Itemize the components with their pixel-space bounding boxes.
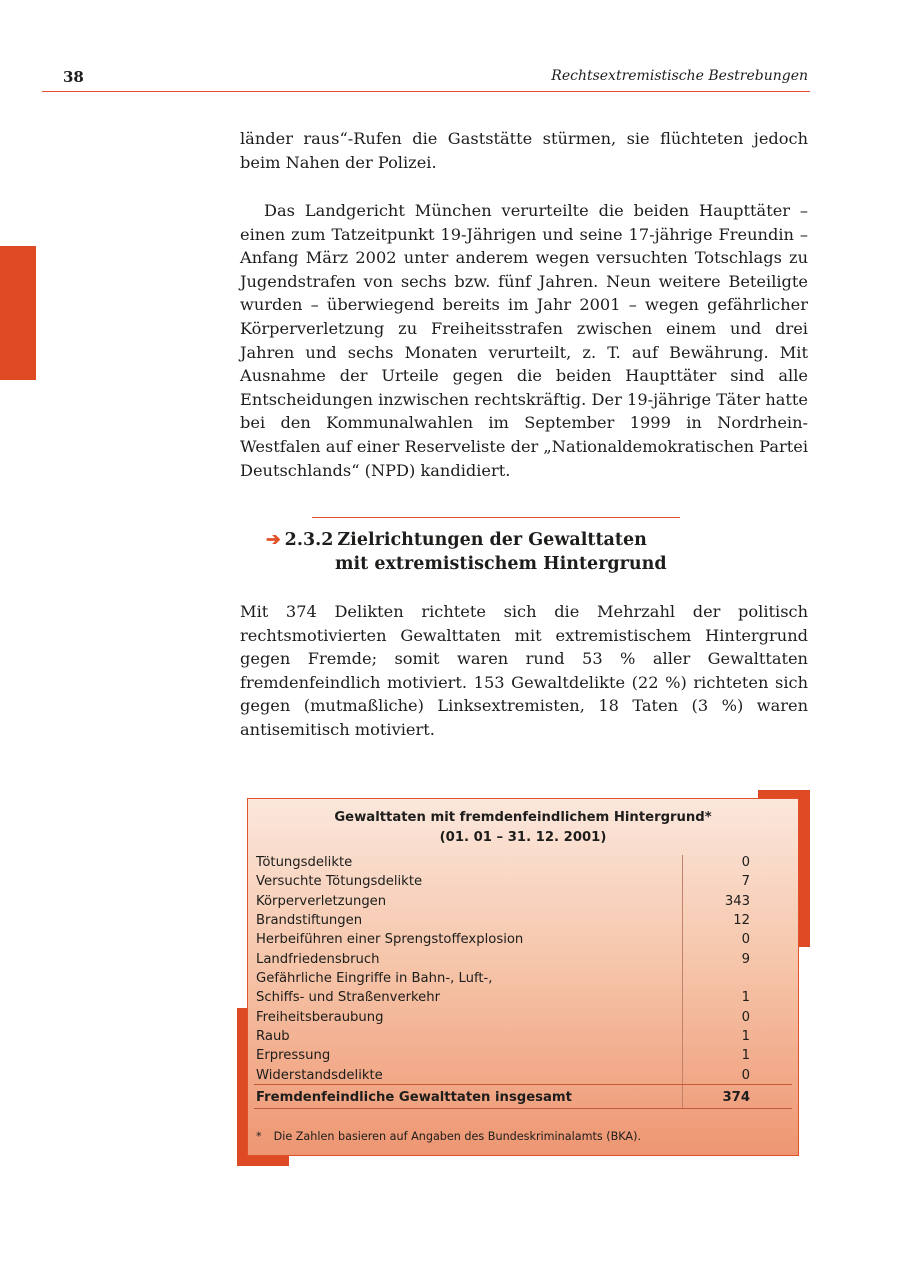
table-footnote [256,1129,641,1145]
row-value: 0 [741,1067,750,1083]
total-value: 374 [722,1090,750,1105]
row-label: Widerstandsdelikte [256,1067,383,1083]
body-paragraph-2: Das Landgericht München verurteilte die beiden Haupttäter – einen zum Tatzeitpunkt 19-Jährigen und seine 17-jährige Freundin – Anfang März 2002 unter anderem wegen versuchten Totschlags zu Jugendstrafen von sechs bzw. fünf Jahren. Neun weitere Beteiligte wurden – überwiegend bereits im Jahr 2001 – wegen gefährlicher Körperverletzung zu Freiheitsstrafen zwischen einem und drei Jahren und sechs Monaten verurteilt, z. T. auf Bewährung. Mit Ausnahme der Urteile gegen die beiden Haupttäter sind alle Entscheidungen inzwischen rechtskräftig. Der 19-jährige Täter hatte bei den Kommunalwahlen im September 1999 in Nordrhein-Westfalen auf einer Reserveliste der „Nationaldemokratischen Partei Deutschlands“ (NPD) kandidiert. [240,201,808,480]
row-value: 343 [724,893,750,909]
footnote-mark: * [256,1130,262,1143]
row-value: 0 [741,1009,750,1025]
table-period: (01. 01 – 31. 12. 2001) [439,830,607,845]
section-rule [312,517,680,518]
table-row [256,853,792,872]
row-label: Gefährliche Eingriffe in Bahn-, Luft-, [256,971,493,987]
row-label: Körperverletzungen [256,893,387,909]
row-label: Schiffs- und Straßenverkehr [256,990,441,1006]
arrow-right-icon: ➔ [266,530,281,550]
page-number: 38 [63,68,84,86]
section-title-line1: Zielrichtungen der Gewalttaten [337,530,647,550]
row-label: Freiheitsberaubung [256,1009,384,1025]
row-value: 1 [741,990,750,1006]
table-row [256,872,792,891]
table-row [256,1027,792,1046]
section-heading [266,528,667,576]
row-value: 9 [741,951,750,967]
body-paragraph-1: länder raus“-Rufen die Gaststätte stürmen, sie flüchteten jedoch beim Nahen der Polizei. [240,129,808,172]
table-title-text: Gewalttaten mit fremdenfeindlichem Hintergrund* [334,810,712,825]
body-paragraph-3: Mit 374 Delikten richtete sich die Mehrzahl der politisch rechtsmotivierten Gewalttaten mit extremistischem Hintergrund gegen Fremde; somit waren rund 53 % aller Gewalttaten fremdenfeindlich motiviert. 153 Gewaltdelikte (22 %) richteten sich gegen (mutmaßliche) Linksextremisten, 18 Taten (3 %) waren antisemitisch motiviert. [240,602,808,739]
table-row [256,930,792,949]
running-title: Rechtsextremistische Bestrebungen [551,68,808,84]
row-label: Brandstiftungen [256,913,363,929]
table-row [256,950,792,969]
table-row [256,1066,792,1085]
header-rule [42,91,810,92]
row-label: Landfriedensbruch [256,951,380,967]
total-rule-bottom [254,1108,792,1109]
total-label: Fremdenfeindliche Gewalttaten insgesamt [256,1090,572,1105]
row-value: 1 [741,1048,750,1064]
section-number: 2.3.2 [284,530,334,550]
row-value: 7 [741,874,750,890]
row-value: 1 [741,1029,750,1045]
section-title-line2: mit extremistischem Hintergrund [335,554,667,574]
table-total-row [256,1088,792,1108]
row-value: 0 [741,855,750,870]
table-row [256,892,792,911]
row-label: Erpressung [256,1048,331,1064]
table-title [248,808,798,848]
table-row [256,1008,792,1027]
table-row [256,969,792,988]
statistics-table [247,798,799,1156]
row-label: Tötungsdelikte [256,855,353,870]
table-row [256,1046,792,1065]
table-body [256,853,792,1085]
total-rule-top [254,1084,792,1085]
row-value: 0 [741,932,750,948]
footnote-text: Die Zahlen basieren auf Angaben des Bundeskriminalamts (BKA). [273,1130,641,1143]
table-row [256,911,792,930]
row-label: Raub [256,1029,290,1045]
row-label: Versuchte Tötungsdelikte [256,874,423,890]
side-chapter-tab [0,246,36,380]
row-label: Herbeiführen einer Sprengstoffexplosion [256,932,524,948]
row-value: 12 [733,913,750,929]
table-row [256,988,792,1007]
